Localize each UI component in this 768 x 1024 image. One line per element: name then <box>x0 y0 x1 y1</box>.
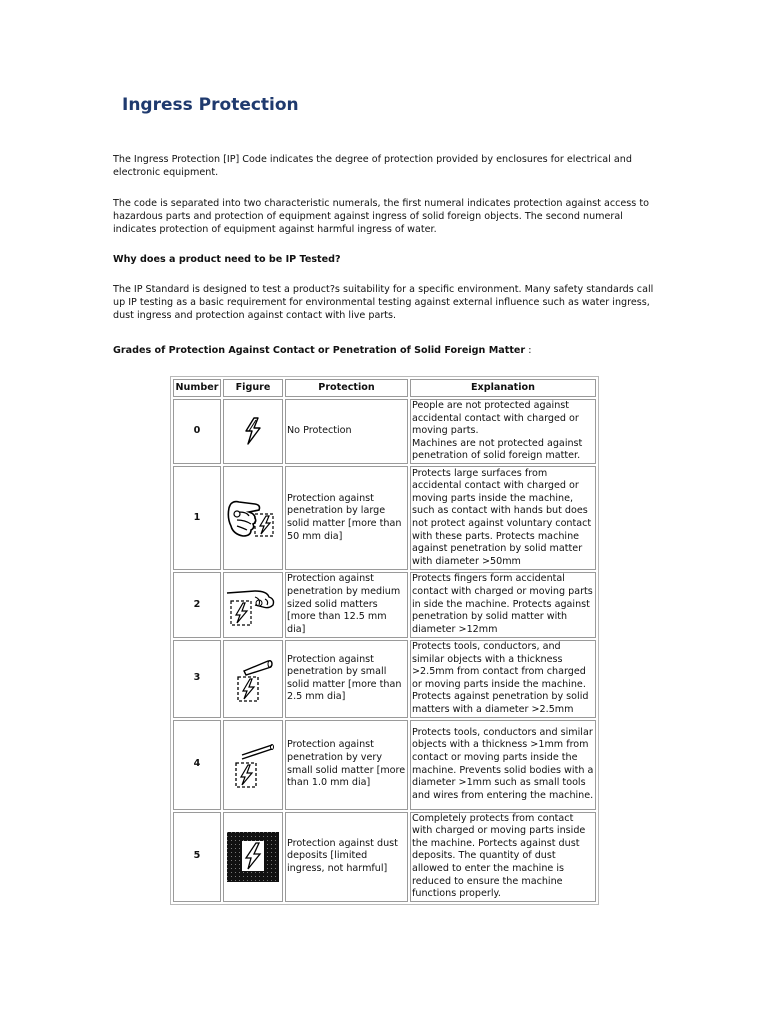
dust-icon <box>226 831 280 883</box>
tool-icon <box>230 653 276 705</box>
explanation-line: People are not protected against accidental contact with charged or moving parts. <box>412 400 579 437</box>
grades-heading-colon: : <box>525 345 532 356</box>
row-explanation <box>410 399 596 464</box>
wire-icon <box>228 739 278 791</box>
header-number: Number <box>173 379 221 397</box>
row-number: 4 <box>173 720 221 810</box>
header-explanation: Explanation <box>410 379 596 397</box>
lightning-bolt-icon <box>242 417 264 445</box>
row-protection: Protection against penetration by very small solid matter [more than 1.0 mm dia] <box>285 720 408 810</box>
header-figure: Figure <box>223 379 283 397</box>
row-number: 2 <box>173 572 221 638</box>
intro-paragraph-1: The Ingress Protection [IP] Code indicates the degree of protection provided by enclosures for electrical and electronic equipment. <box>113 154 632 178</box>
grades-heading-text: Grades of Protection Against Contact or Penetration of Solid Foreign Matter <box>113 345 526 356</box>
row-figure <box>223 399 283 464</box>
question-heading: Why does a product need to be IP Tested? <box>113 254 341 265</box>
row-explanation: Completely protects from contact with charged or moving parts inside the machine. Portects against dust deposits. The quantity of dust allowed to enter the machine is reduced to ensure the machine functions properly. <box>410 812 596 902</box>
table-row <box>173 466 596 570</box>
row-figure <box>223 466 283 570</box>
table-row <box>173 812 596 902</box>
row-protection: No Protection <box>285 399 408 464</box>
row-figure <box>223 812 283 902</box>
table-row <box>173 640 596 718</box>
answer-paragraph: The IP Standard is designed to test a product?s suitability for a specific environment. Many safety standards call up IP testing as a basic requirement for environmental testing against external influence such as water ingress, dust ingress and protection against contact with live parts. <box>113 284 654 321</box>
table-row <box>173 572 596 638</box>
explanation-line: Machines are not protected against penetration of solid foreign matter. <box>412 437 583 462</box>
row-protection: Protection against penetration by medium sized solid matters [more than 12.5 mm dia] <box>285 572 408 638</box>
row-number: 1 <box>173 466 221 570</box>
row-protection: Protection against penetration by large solid matter [more than 50 mm dia] <box>285 466 408 570</box>
row-figure <box>223 572 283 638</box>
row-explanation: Protects fingers form accidental contact with charged or moving parts in side the machine. Protects against penetration by solid matter with diameter >12mm <box>410 572 596 638</box>
intro-paragraph-2: The code is separated into two characteristic numerals, the first numeral indicates protection against access to hazardous parts and protection of equipment against ingress of solid foreign objects. The second numeral indicates protection of equipment against harmful ingress of water. <box>113 198 649 235</box>
row-figure <box>223 720 283 810</box>
row-protection: Protection against penetration by small solid matter [more than 2.5 mm dia] <box>285 640 408 718</box>
row-explanation: Protects tools, conductors and similar objects with a thickness >1mm from contact or moving parts inside the machine. Prevents solid bodies with a diameter >1mm such as small tools and wires from entering the machine. <box>410 720 596 810</box>
row-protection: Protection against dust deposits [limited ingress, not harmful] <box>285 812 408 902</box>
grades-table <box>170 376 599 905</box>
row-explanation: Protects large surfaces from accidental contact with charged or moving parts inside the machine, such as contact with hands but does not protect against voluntary contact with these parts. Protects machine against penetration by solid matter with diameter >50mm <box>410 466 596 570</box>
header-protection: Protection <box>285 379 408 397</box>
table-header-row <box>173 379 596 397</box>
table-row <box>173 720 596 810</box>
table-row <box>173 399 596 464</box>
row-number: 0 <box>173 399 221 464</box>
finger-icon <box>225 583 281 627</box>
row-figure <box>223 640 283 718</box>
page-title: Ingress Protection <box>122 95 299 115</box>
row-number: 5 <box>173 812 221 902</box>
grades-heading <box>113 344 658 357</box>
row-number: 3 <box>173 640 221 718</box>
row-explanation: Protects tools, conductors, and similar objects with a thickness >2.5mm from contact from charged or moving parts inside the machine. Protects against penetration by solid matters with a diameter >2.5mm <box>410 640 596 718</box>
hand-icon <box>225 490 281 546</box>
